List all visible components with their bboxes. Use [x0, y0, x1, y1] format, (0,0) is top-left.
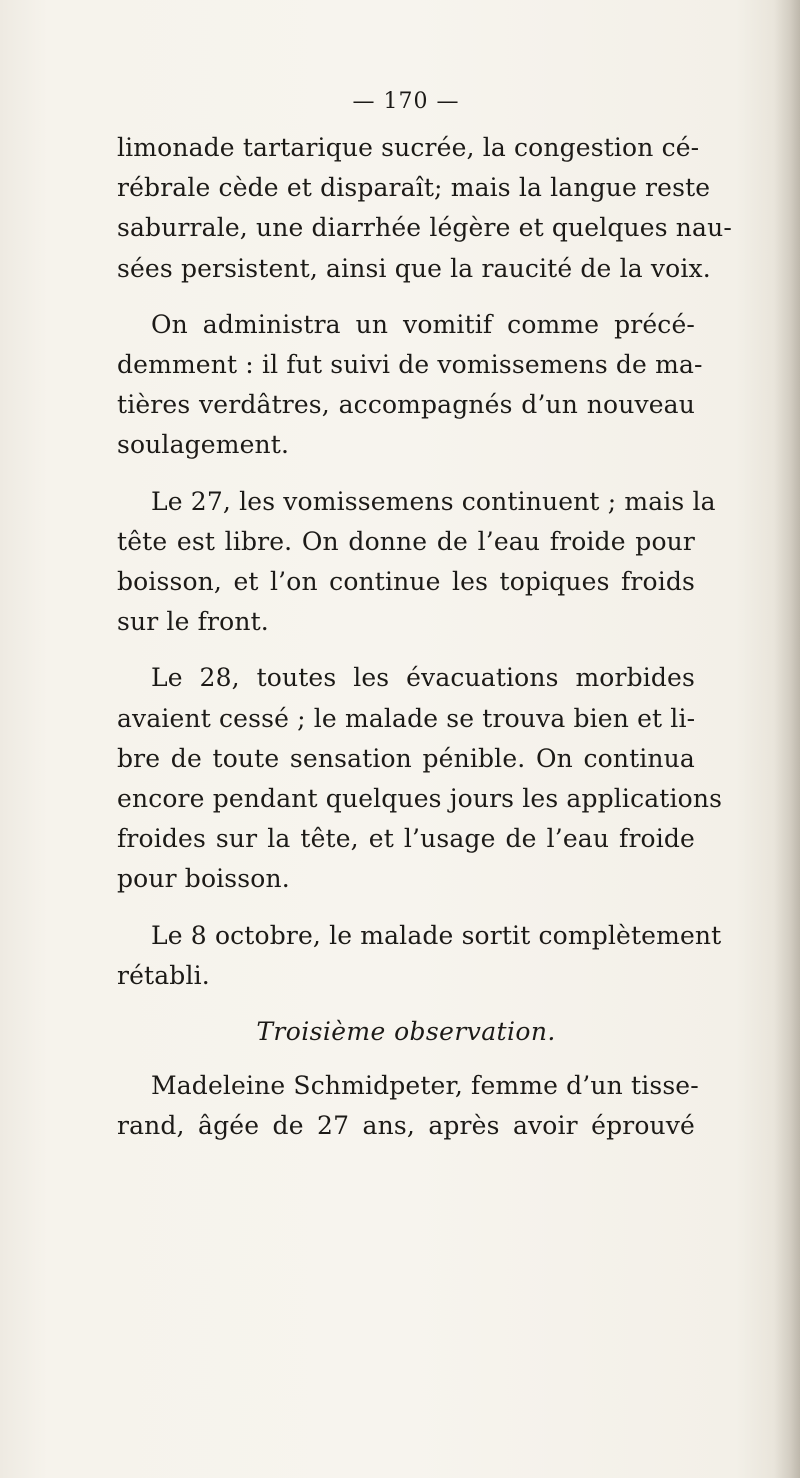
page-edge-shadow: [774, 0, 800, 1478]
paragraph-line: Le 8 octobre, le malade sortit complètement: [151, 920, 722, 950]
paragraph-line: rébrale cède et disparaît; mais la langue reste: [117, 173, 711, 203]
page-text-block: [117, 88, 732, 1163]
paragraph-line: froides sur la tête, et l’usage de l’eau froide: [117, 824, 695, 854]
section-title: Troisième observation.: [256, 1017, 556, 1047]
paragraph-line: Le 28, toutes les évacuations morbides: [151, 663, 695, 693]
paragraph-line: rand, âgée de 27 ans, après avoir éprouvé: [117, 1111, 695, 1141]
paragraph-line: Le 27, les vomissemens continuent ; mais la: [151, 486, 716, 516]
paragraph-line: limonade tartarique sucrée, la congestion cé-: [117, 133, 700, 162]
paragraph-line: Madeleine Schmidpeter, femme d’un tisse-: [151, 1071, 699, 1101]
paragraph-line: sur le front.: [117, 607, 269, 637]
paragraph-3: [117, 482, 716, 643]
paragraph-line: encore pendant quelques jours les applications: [117, 784, 723, 814]
paragraph-line: tête est libre. On donne de l’eau froide pour: [117, 526, 695, 556]
paragraph-line: saburrale, une diarrhée légère et quelques nau-: [117, 213, 732, 243]
page-number-header: — 170 —: [352, 89, 460, 114]
paragraph-line: boisson, et l’on continue les topiques froids: [117, 567, 695, 597]
paragraph-line: bre de toute sensation pénible. On continua: [117, 743, 695, 773]
paragraph-1: [117, 128, 732, 289]
paragraph-2: [117, 305, 703, 466]
paragraph-6: [117, 1066, 699, 1146]
paragraph-line: rétabli.: [117, 960, 210, 990]
paragraph-line: demment : il fut suivi de vomissemens de ma-: [117, 350, 703, 380]
paragraph-5: [117, 916, 722, 996]
paragraph-line: avaient cessé ; le malade se trouva bien et li-: [117, 703, 696, 733]
paragraph-line: soulagement.: [117, 430, 290, 460]
paragraph-line: pour boisson.: [117, 864, 290, 894]
paragraph-4: [117, 658, 723, 899]
paragraph-line: sées persistent, ainsi que la raucité de la voix.: [117, 253, 711, 283]
paragraph-line: On administra un vomitif comme précé-: [151, 309, 695, 339]
paragraph-line: tières verdâtres, accompagnés d’un nouveau: [117, 390, 695, 420]
